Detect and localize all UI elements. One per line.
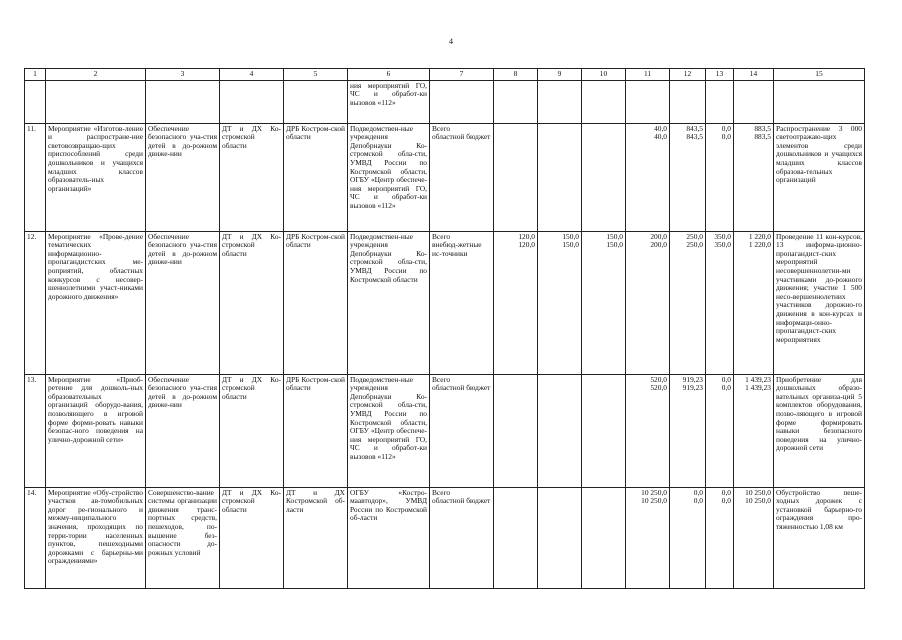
amount-total: 0,0 xyxy=(721,374,731,384)
amount-budget xyxy=(540,384,579,393)
program-table xyxy=(24,68,865,589)
funding-source-label: областной бюджет xyxy=(432,496,491,506)
amount-col-10 xyxy=(582,487,626,588)
amount-col-13 xyxy=(706,231,734,374)
header-row xyxy=(25,69,865,81)
amount-budget: 0,0 xyxy=(721,496,731,506)
amount-total: 843,5 xyxy=(686,123,703,133)
amount-total xyxy=(496,489,535,498)
row-number: 14. xyxy=(25,487,46,588)
amount-total: 520,0 xyxy=(650,374,667,384)
amount-col-8 xyxy=(494,231,538,374)
amount-total xyxy=(496,125,535,134)
funding-total-label: Всего xyxy=(432,123,451,133)
task-cell: Обеспечение безопасного уча-стия детей в до-рожном движе-нии xyxy=(146,231,220,374)
amount-total: 919,23 xyxy=(682,374,703,384)
expected-result: Распространение 3 000 светоотражаю-щих элементов среди дошкольников и учащихся младших классов образова-тельных организаций xyxy=(774,123,865,231)
amount-budget xyxy=(496,384,535,393)
amount-col-8 xyxy=(494,487,538,588)
co-executor: ДРБ Костром-ской области xyxy=(284,231,348,374)
cont-executor-cell: ния мероприятий ГО, ЧС и обработ-ки вызовов «112» xyxy=(348,80,430,123)
header-col-3: 3 xyxy=(146,69,220,81)
amount-budget: 10 250,0 xyxy=(745,496,771,506)
amount-budget: 250,0 xyxy=(686,240,703,250)
table-row xyxy=(25,487,865,588)
amount-budget: 40,0 xyxy=(654,132,667,142)
row-number: 12. xyxy=(25,231,46,374)
amount-budget xyxy=(496,133,535,142)
amount-col-11 xyxy=(626,123,670,231)
amount-budget xyxy=(496,497,535,506)
header-col-10: 10 xyxy=(582,69,626,81)
amount-budget: 10 250,0 xyxy=(641,496,667,506)
co-executor: ДТ и ДХ Костромской об-ласти xyxy=(284,487,348,588)
amount-total: 1 439,23 xyxy=(745,374,771,384)
amount-total xyxy=(540,376,579,385)
responsible-executor: ДТ и ДХ Ко-стромской области xyxy=(220,374,284,487)
responsible-executor: ДТ и ДХ Ко-стромской области xyxy=(220,231,284,374)
amount-total: 150,0 xyxy=(606,231,623,241)
header-col-14: 14 xyxy=(734,69,774,81)
amount-total: 350,0 xyxy=(714,231,731,241)
funding-total-label: Всего xyxy=(432,231,451,241)
amount-total xyxy=(540,125,579,134)
amount-budget: 0,0 xyxy=(721,383,731,393)
amount-total: 1 220,0 xyxy=(748,231,771,241)
funding-source-label: областной бюджет xyxy=(432,132,491,142)
expected-result: Приобретение для дошкольных образо-вательных организа-ций 5 комплектов оборудования, позво-ляющего в игровой форме формировать навыки безопасного поведения на улично-дорожной сети xyxy=(774,374,865,487)
amount-budget: 883,5 xyxy=(754,132,771,142)
amount-col-11 xyxy=(626,231,670,374)
amount-col-9 xyxy=(538,487,582,588)
funding-source-label: областной бюджет xyxy=(432,383,491,393)
amount-budget xyxy=(584,384,623,393)
task-cell: Обеспечение безопасного уча-стия детей в до-рожном движе-нии xyxy=(146,123,220,231)
participants-cell: Подведомствен-ные учреждения Депобрнауки Ко-стромской обла-сти, УМВД России по Костромской области, ОГБУ «Центр обеспече-ния мероприятий ГО, ЧС и обработ-ки вызовов «112» xyxy=(348,374,430,487)
co-executor: ДРБ Костром-ской области xyxy=(284,123,348,231)
amount-col-14 xyxy=(734,123,774,231)
amount-total: 10 250,0 xyxy=(641,487,667,497)
amount-budget: 150,0 xyxy=(606,240,623,250)
table-row xyxy=(25,231,865,374)
amount-col-12 xyxy=(670,231,706,374)
measure-name: Мероприятие «Приоб-ретение для дошколь-ных образовательных организаций оборудо-вания, позволяющего в игровой форме форми-ровать навыки безопас-ного поведения на улично-дорожной сети» xyxy=(46,374,146,487)
table-row xyxy=(25,374,865,487)
page-number: 4 xyxy=(449,37,453,46)
funding-total-label: Всего xyxy=(432,487,451,497)
amount-total: 0,0 xyxy=(693,487,703,497)
expected-result: Проведение 11 кон-курсов, 13 информа-ционно-пропагандист-ских мероприятий несовершеннолетни-ми участниками до-рожного движения; участие 1 500 несо-вершеннолетних участников дорожно-го движения в кон-курсах и информаци-онно-пропагандист-ских мероприятиях xyxy=(774,231,865,374)
amount-budget: 1 220,0 xyxy=(748,240,771,250)
amount-budget: 0,0 xyxy=(721,132,731,142)
amount-col-10 xyxy=(582,123,626,231)
header-col-1: 1 xyxy=(25,69,46,81)
participants-cell: Подведомствен-ные учреждения Депобрнауки Ко-стромской обла-сти, УМВД России по Костромской области xyxy=(348,231,430,374)
amount-col-11 xyxy=(626,487,670,588)
amount-col-14 xyxy=(734,374,774,487)
funding-total-label: Всего xyxy=(432,374,451,384)
header-col-11: 11 xyxy=(626,69,670,81)
funding-source xyxy=(430,231,494,374)
amount-col-8 xyxy=(494,123,538,231)
amount-total: 120,0 xyxy=(518,231,535,241)
amount-budget: 1 439,23 xyxy=(745,383,771,393)
table-row xyxy=(25,123,865,231)
amount-budget xyxy=(584,133,623,142)
funding-source-label: внебюд-жетные ис-точники xyxy=(432,240,482,258)
amount-budget: 120,0 xyxy=(518,240,535,250)
amount-budget: 200,0 xyxy=(650,240,667,250)
header-col-12: 12 xyxy=(670,69,706,81)
amount-total: 150,0 xyxy=(562,231,579,241)
task-cell: Совершенство-вание системы организации движения транс-портных средств, пешеходов, по-вышение без-опасности до-рожных условий xyxy=(146,487,220,588)
co-executor: ДРБ Костром-ской области xyxy=(284,374,348,487)
participants-cell: Подведомствен-ные учреждения Депобрнауки Ко-стромской обла-сти, УМВД России по Костромской области, ОГБУ «Центр обеспече-ния мероприятий ГО, ЧС и обработ-ки вызовов «112» xyxy=(348,123,430,231)
amount-col-11 xyxy=(626,374,670,487)
amount-total: 883,5 xyxy=(754,123,771,133)
header-col-7: 7 xyxy=(430,69,494,81)
amount-col-12 xyxy=(670,487,706,588)
header-col-13: 13 xyxy=(706,69,734,81)
amount-col-9 xyxy=(538,374,582,487)
amount-col-12 xyxy=(670,123,706,231)
amount-total xyxy=(584,125,623,134)
amount-budget: 150,0 xyxy=(562,240,579,250)
amount-budget: 350,0 xyxy=(714,240,731,250)
amount-total: 200,0 xyxy=(650,231,667,241)
header-col-2: 2 xyxy=(46,69,146,81)
row-number: 11. xyxy=(25,123,46,231)
amount-budget xyxy=(584,497,623,506)
measure-name: Мероприятие «Изготов-ление и распростране-ние световозвращаю-щих приспособлений среди дошкольников и учащихся младших классов образователь-ных организаций» xyxy=(46,123,146,231)
participants-cell: ОГБУ «Костро-маавтодор», УМВД России по Костромской об-ласти xyxy=(348,487,430,588)
row-number: 13. xyxy=(25,374,46,487)
responsible-executor: ДТ и ДХ Ко-стромской области xyxy=(220,123,284,231)
amount-total xyxy=(584,489,623,498)
amount-col-14 xyxy=(734,231,774,374)
measure-name: Мероприятие «Прове-дение тематических информационно-пропагандистских ме-роприятий, областных конкурсов с несовер-шеннолетними участ-никами дорожного движения» xyxy=(46,231,146,374)
amount-budget xyxy=(540,497,579,506)
amount-total: 40,0 xyxy=(654,123,667,133)
header-col-6: 6 xyxy=(348,69,430,81)
amount-col-14 xyxy=(734,487,774,588)
amount-total: 0,0 xyxy=(721,123,731,133)
continuation-row xyxy=(25,80,865,123)
amount-budget xyxy=(540,133,579,142)
amount-col-13 xyxy=(706,123,734,231)
amount-total: 0,0 xyxy=(721,487,731,497)
amount-total: 10 250,0 xyxy=(745,487,771,497)
funding-source xyxy=(430,374,494,487)
header-col-5: 5 xyxy=(284,69,348,81)
amount-budget: 919,23 xyxy=(682,383,703,393)
amount-total xyxy=(496,376,535,385)
amount-col-9 xyxy=(538,123,582,231)
amount-budget: 0,0 xyxy=(693,496,703,506)
measure-name: Мероприятие «Обу-стройство участков ав-томобильных дорог ре-гионального и межму-ниципального значения, проходящих по терри-тории населенных пунктов, пешеходными дорожками с барьерны-ми ограждениями» xyxy=(46,487,146,588)
amount-budget: 520,0 xyxy=(650,383,667,393)
amount-col-13 xyxy=(706,374,734,487)
amount-col-8 xyxy=(494,374,538,487)
amount-total xyxy=(540,489,579,498)
amount-col-13 xyxy=(706,487,734,588)
funding-source xyxy=(430,487,494,588)
task-cell: Обеспечение безопасного уча-стия детей в до-рожном движе-нии xyxy=(146,374,220,487)
amount-col-12 xyxy=(670,374,706,487)
amount-col-10 xyxy=(582,231,626,374)
responsible-executor: ДТ и ДХ Ко-стромской области xyxy=(220,487,284,588)
expected-result: Обустройство пеше-ходных дорожек с установкой барьерно-го ограждения про-тяженностью 1,08 км xyxy=(774,487,865,588)
amount-total: 250,0 xyxy=(686,231,703,241)
header-col-15: 15 xyxy=(774,69,865,81)
amount-col-10 xyxy=(582,374,626,487)
header-col-8: 8 xyxy=(494,69,538,81)
amount-col-9 xyxy=(538,231,582,374)
header-col-4: 4 xyxy=(220,69,284,81)
header-col-9: 9 xyxy=(538,69,582,81)
funding-source xyxy=(430,123,494,231)
amount-total xyxy=(584,376,623,385)
amount-budget: 843,5 xyxy=(686,132,703,142)
